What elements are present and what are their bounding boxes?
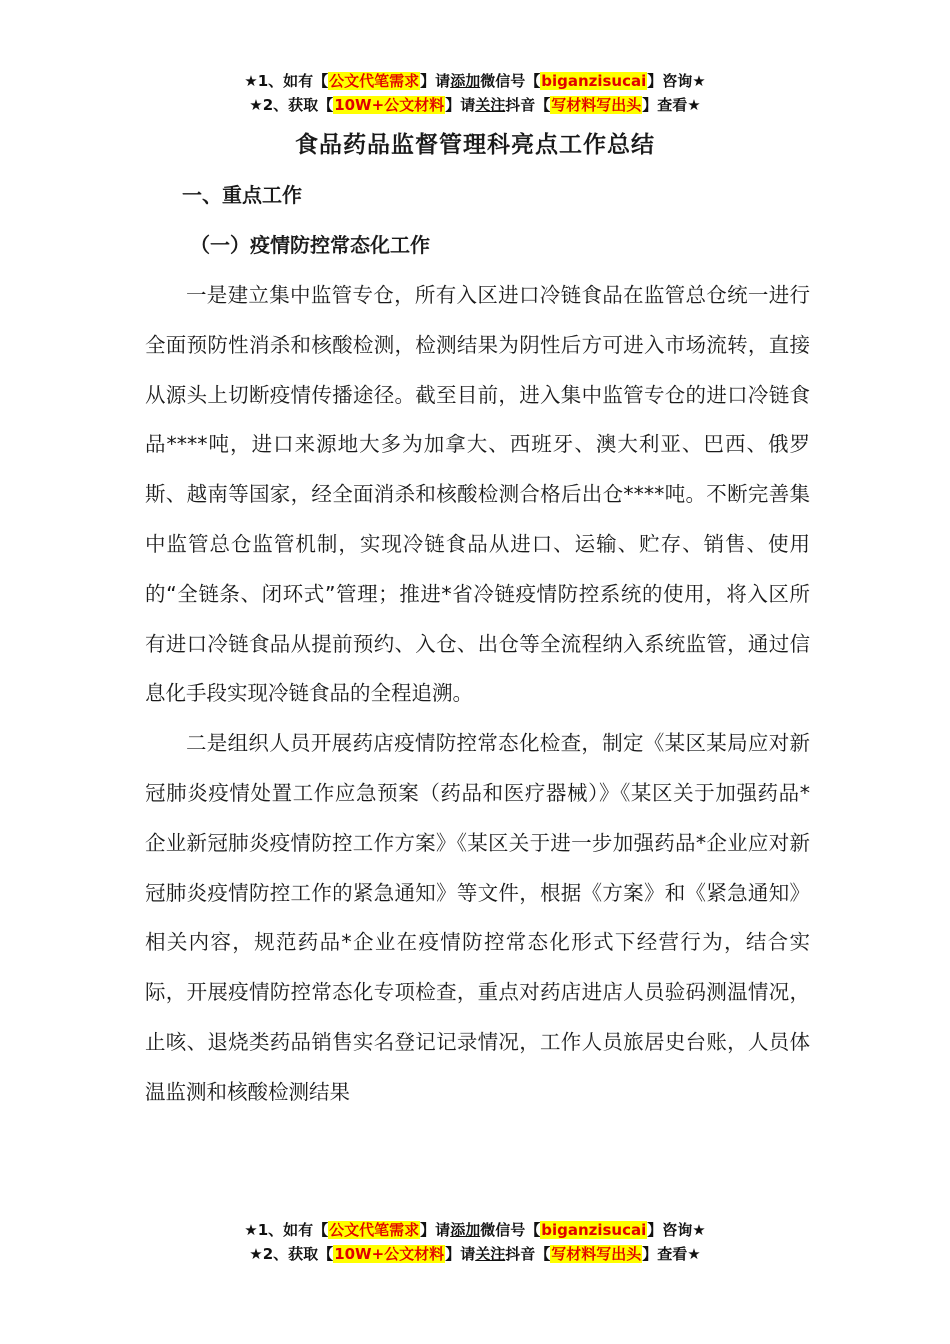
- highlight-materials: 10W+公文材料: [334, 1245, 445, 1263]
- section-heading: 一、重点工作: [182, 183, 302, 207]
- banner-text: 】咨询★: [647, 72, 706, 90]
- banner-text: 】请: [445, 96, 476, 114]
- footer-banner: [0, 1218, 950, 1266]
- underlined-action: 添加: [450, 1221, 481, 1239]
- banner-text: 】查看★: [642, 1245, 701, 1263]
- banner-text: 】咨询★: [647, 1221, 706, 1239]
- highlight-service: 公文代笔需求: [329, 1221, 420, 1239]
- banner-line-1: [0, 1218, 950, 1242]
- banner-text: ★1、如有【: [244, 1221, 329, 1239]
- header-banner: [0, 69, 950, 117]
- banner-text: 】查看★: [642, 96, 701, 114]
- banner-text: ★2、获取【: [249, 1245, 334, 1263]
- highlight-douyin-account: 写材料写出头: [551, 96, 642, 114]
- underlined-action: 关注: [475, 1245, 506, 1263]
- body-paragraph-1: 一是建立集中监管专仓，所有入区进口冷链食品在监管总仓统一进行全面预防性消杀和核酸检测，检测结果为阴性后方可进入市场流转，直接从源头上切断疫情传播途径。截至目前，进入集中监管专仓的进口冷链食品****吨，进口来源地大多为加拿大、西班牙、澳大利亚、巴西、俄罗斯、越南等国家，经全面消杀和核酸检测合格后出仓****吨。不断完善集中监管总仓监管机制，实现冷链食品从进口、运输、贮存、销售、使用的“全链条、闭环式”管理；推进*省冷链疫情防控系统的使用，将入区所有进口冷链食品从提前预约、入仓、出仓等全流程纳入系统监管，通过信息化手段实现冷链食品的全程追溯。: [145, 283, 810, 706]
- banner-text: 】请: [420, 72, 451, 90]
- underlined-action: 关注: [475, 96, 506, 114]
- banner-line-2: [0, 1242, 950, 1266]
- banner-line-1: [0, 69, 950, 93]
- banner-line-2: [0, 93, 950, 117]
- banner-text: 微信号【: [480, 72, 541, 90]
- body-paragraph-2: 二是组织人员开展药店疫情防控常态化检查，制定《某区某局应对新冠肺炎疫情处置工作应急预案（药品和医疗器械）》《某区关于加强药品*企业新冠肺炎疫情防控工作方案》《某区关于进一步加强药品*企业应对新冠肺炎疫情防控工作的紧急通知》等文件，根据《方案》和《紧急通知》相关内容，规范药品*企业在疫情防控常态化形式下经营行为，结合实际，开展疫情防控常态化专项检查，重点对药店进店人员验码测温情况，止咳、退烧类药品销售实名登记记录情况，工作人员旅居史台账，人员体温监测和核酸检测结果: [145, 731, 810, 1104]
- highlight-wechat-id: biganzisucai: [541, 1221, 647, 1239]
- document-title: 食品药品监督管理科亮点工作总结: [295, 132, 655, 158]
- banner-text: 】请: [445, 1245, 476, 1263]
- banner-text: 微信号【: [480, 1221, 541, 1239]
- document-body: [145, 271, 810, 1118]
- underlined-action: 添加: [450, 72, 481, 90]
- banner-text: ★1、如有【: [244, 72, 329, 90]
- banner-text: 】请: [420, 1221, 451, 1239]
- highlight-wechat-id: biganzisucai: [541, 72, 647, 90]
- banner-text: 抖音【: [505, 1245, 551, 1263]
- subsection-heading: （一）疫情防控常态化工作: [190, 233, 430, 257]
- banner-text: 抖音【: [505, 96, 551, 114]
- banner-text: ★2、获取【: [249, 96, 334, 114]
- highlight-douyin-account: 写材料写出头: [551, 1245, 642, 1263]
- highlight-service: 公文代笔需求: [329, 72, 420, 90]
- highlight-materials: 10W+公文材料: [334, 96, 445, 114]
